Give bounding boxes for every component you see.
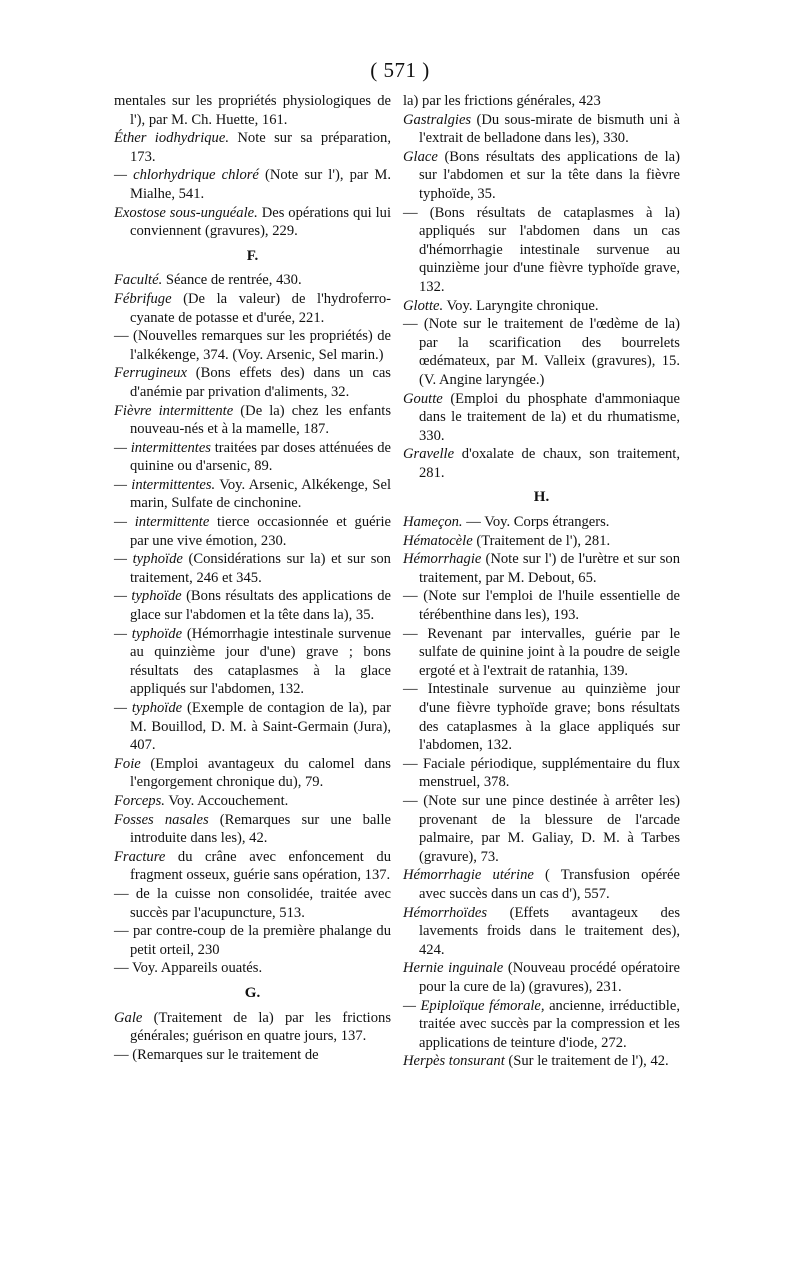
entry-text: — Faciale périodique, supplémentaire du flux menstruel, 378.: [403, 755, 680, 791]
entry-text: (Sur le traitement de l'), 42.: [504, 1053, 669, 1070]
entry-text: — par contre-coup de la première phalange du petit orteil, 230: [114, 923, 391, 958]
entry-text: — (Note sur l'emploi de l'huile essentielle de térébenthine dans les), 193.: [403, 588, 680, 624]
index-entry: [114, 476, 391, 513]
entry-term: Hématocèle: [403, 532, 473, 549]
index-entry: [114, 204, 391, 241]
index-entry: [403, 792, 680, 866]
entry-term: — typhoïde: [114, 625, 183, 642]
index-entry: [403, 587, 680, 624]
entry-text: — Intestinale survenue au quinzième jour d'une fièvre typhoïde grave; bons résultats des cataplasmes à la glace appliqués sur l'abdomen, 132.: [403, 681, 680, 754]
index-entry: [403, 625, 680, 681]
entry-term: Glotte.: [403, 297, 444, 314]
index-entry: [114, 848, 391, 885]
index-entry: [403, 755, 680, 792]
entry-text: (Considérations sur la) et sur son traitement, 246 et 345.: [130, 551, 391, 586]
index-entry: [114, 1046, 391, 1065]
entry-term: Hémorrhoïdes: [403, 904, 488, 921]
entry-text: (Emploi du phosphate d'ammoniaque dans le traitement de la) et du rhumatisme, 330.: [419, 390, 680, 444]
index-entry: [114, 290, 391, 327]
entry-term: — typhoïde: [114, 700, 183, 716]
entry-text: — Voy. Corps étrangers.: [462, 514, 610, 531]
entry-text: — (Remarques sur le traitement de: [114, 1046, 319, 1063]
entry-term: Foie: [114, 755, 141, 772]
entry-term: Herpès tonsurant: [403, 1053, 505, 1070]
entry-term: Fracture: [114, 848, 166, 865]
entry-text: ( Transfusion opérée avec succès dans un cas d'), 557.: [419, 867, 680, 902]
entry-text: — Revenant par intervalles, guérie par le sulfate de quinine joint à la poudre de seigle ergoté et à l'extrait de ratanhia, 139.: [403, 625, 680, 679]
index-entry: [403, 959, 680, 996]
entry-text: — Voy. Appareils ouatés.: [114, 960, 263, 977]
entry-text: (De la valeur) de l'hydroferro-cyanate de potasse et d'urée, 221.: [130, 290, 391, 326]
index-entry: [403, 680, 680, 754]
entry-text: (De la) chez les enfants nouveau-nés et à la mamelle, 187.: [130, 402, 391, 438]
entry-text: traitées par doses atténuées de quinine ou d'arsenic, 89.: [130, 439, 391, 475]
entry-term: Hémorrhagie utérine: [403, 867, 534, 884]
index-entry: [403, 204, 680, 297]
index-entry: [403, 297, 680, 316]
entry-term: Gravelle: [403, 446, 455, 463]
entry-text: Voy. Arsenic, Alkékenge, Sel marin, Sulfate de cinchonine.: [130, 476, 392, 512]
entry-term: — intermittentes: [114, 439, 211, 456]
entry-text: (Emploi avantageux du calomel dans l'engorgement chronique du), 79.: [130, 755, 391, 791]
index-entry: [114, 364, 391, 401]
index-entry: [403, 445, 680, 482]
entry-text: (Exemple de contagion de la), par M. Bouillod, D. M. à Saint-Germain (Jura), 407.: [130, 700, 391, 754]
index-entry: [114, 699, 391, 755]
entry-term: Goutte: [403, 390, 443, 407]
entry-text: Des opérations qui lui conviennent (gravures), 229.: [130, 204, 392, 240]
index-entry: [114, 129, 391, 166]
index-entry: [403, 513, 680, 532]
index-entry: [114, 513, 391, 550]
entry-text: tierce occasionnée et guérie par une vive émotion, 230.: [130, 514, 391, 549]
index-column-left: [114, 92, 391, 1064]
index-entry: [114, 92, 391, 129]
entry-text: (Du sous-mirate de bismuth uni à l'extrait de belladone dans les), 330.: [419, 111, 680, 147]
index-entry: [114, 922, 391, 959]
entry-text: (Bons résultats des applications de la) sur l'abdomen et sur la tête dans la fièvre typhoïde, 35.: [419, 148, 680, 202]
entry-term: Gale: [114, 1009, 143, 1026]
index-entry: [114, 755, 391, 792]
entry-text: (Nouveau procédé opératoire pour la cure de la) (gravures), 231.: [419, 960, 680, 995]
entry-text: Voy. Laryngite chronique.: [443, 297, 599, 314]
entry-term: Fosses nasales: [114, 811, 209, 828]
entry-term: — typhoïde: [114, 588, 182, 605]
index-entry: [114, 402, 391, 439]
index-entry: [114, 327, 391, 364]
section-letter: H.: [533, 489, 550, 506]
entry-term: Exostose sous-unguéale.: [114, 204, 258, 221]
index-entry: [403, 550, 680, 587]
entry-text: — (Bons résultats de cataplasmes à la) appliqués sur l'abdomen dans un cas d'hémorrhagie intestinale survenue au quinzième jour d'une fièvre typhoïde grave, 132.: [403, 204, 680, 295]
entry-text: (Note sur l') de l'urètre et sur son traitement, par M. Debout, 65.: [419, 551, 680, 586]
entry-text: du crâne avec enfoncement du fragment osseux, guérie sans opération, 137.: [130, 848, 391, 884]
entry-text: d'oxalate de chaux, son traitement, 281.: [419, 446, 680, 481]
index-entry: [114, 166, 391, 203]
index-entry: [403, 866, 680, 903]
entry-term: Hernie inguinale: [403, 960, 504, 977]
index-entry: [403, 111, 680, 148]
index-entry: [114, 792, 391, 811]
index-entry: [114, 959, 391, 978]
entry-term: Glace: [403, 148, 438, 165]
entry-term: Forceps.: [114, 792, 165, 809]
entry-text: — de la cuisse non consolidée, traitée avec succès par l'acupuncture, 513.: [114, 885, 391, 921]
index-entry: [403, 532, 680, 551]
section-letter: F.: [246, 247, 259, 264]
entry-text: (Bons résultats des applications de glace sur l'abdomen et la tête dans la), 35.: [130, 588, 391, 624]
index-entry: [403, 904, 680, 960]
entry-term: Fébrifuge: [114, 290, 172, 307]
entry-term: — typhoïde: [114, 551, 183, 568]
entry-term: Hémorrhagie: [403, 551, 482, 568]
entry-text: Voy. Accouchement.: [164, 792, 289, 809]
index-entry: [403, 390, 680, 446]
index-column-right: [403, 92, 680, 1071]
index-entry: [114, 885, 391, 922]
entry-term: — Epiploïque fémorale,: [403, 997, 545, 1014]
entry-text: — (Note sur une pince destinée à arrêter les) provenant de la blessure de l'arcade palmaire, par M. Galiay, D. M. à Tarbes (gravure), 73.: [403, 792, 680, 865]
index-entry: [114, 271, 391, 290]
entry-text: mentales sur les propriétés physiologiques de l'), par M. Ch. Huette, 161.: [114, 93, 391, 128]
index-entry: [114, 625, 391, 699]
entry-term: Faculté.: [114, 272, 163, 289]
entry-text: (Remarques sur une balle introduite dans les), 42.: [130, 811, 391, 847]
index-entry: [114, 587, 391, 624]
entry-text: Note sur sa préparation, 173.: [130, 130, 391, 165]
entry-term: Gastralgies: [403, 111, 472, 128]
entry-text: — (Note sur le traitement de l'œdème de la) par la scarification des bourrelets œdémateux, par M. Valleix (gravures), 15. (V. Angine laryngée.): [403, 316, 680, 388]
entry-text: (Hémorrhagie intestinale survenue au quinzième jour d'une) grave ; bons résultats des cataplasmes à la glace appliqués sur l'abdomen, 132.: [130, 625, 391, 698]
index-entry: [114, 1009, 391, 1046]
entry-text: (Note sur l'), par M. Mialhe, 541.: [130, 167, 391, 202]
index-entry: [114, 439, 391, 476]
entry-text: Séance de rentrée, 430.: [162, 272, 302, 289]
entry-term: Éther iodhydrique.: [114, 130, 229, 147]
index-entry: [403, 148, 680, 204]
entry-term: — chlorhydrique chloré: [114, 167, 259, 184]
entry-text: — (Nouvelles remarques sur les propriétés) de l'alkékenge, 374. (Voy. Arsenic, Sel marin.): [114, 328, 391, 363]
index-entry: [403, 1052, 680, 1071]
page-number: ( 571 ): [370, 58, 430, 82]
entry-text: (Bons effets des) dans un cas d'anémie par privation d'aliments, 32.: [130, 365, 391, 400]
index-entry: [114, 811, 391, 848]
index-entry: [403, 92, 680, 111]
section-letter: G.: [244, 984, 261, 1001]
entry-text: ancienne, irréductible, traitée avec succès par la compression et les applications de teinture d'iode, 272.: [419, 997, 680, 1051]
entry-term: Fièvre intermittente: [114, 402, 234, 419]
entry-text: (Traitement de l'), 281.: [472, 532, 611, 549]
index-entry: [403, 997, 680, 1053]
entry-text: la) par les frictions générales, 423: [403, 93, 601, 109]
entry-text: (Effets avantageux des lavements froids dans le traitement des), 424.: [419, 904, 680, 958]
index-entry: [114, 550, 391, 587]
entry-term: Ferrugineux: [114, 365, 187, 382]
entry-text: (Traitement de la) par les frictions générales; guérison en quatre jours, 137.: [130, 1009, 391, 1045]
index-entry: [403, 315, 680, 389]
entry-term: — intermittentes.: [114, 476, 216, 493]
entry-term: — intermittente: [114, 514, 210, 531]
entry-term: Hameçon.: [403, 514, 463, 531]
